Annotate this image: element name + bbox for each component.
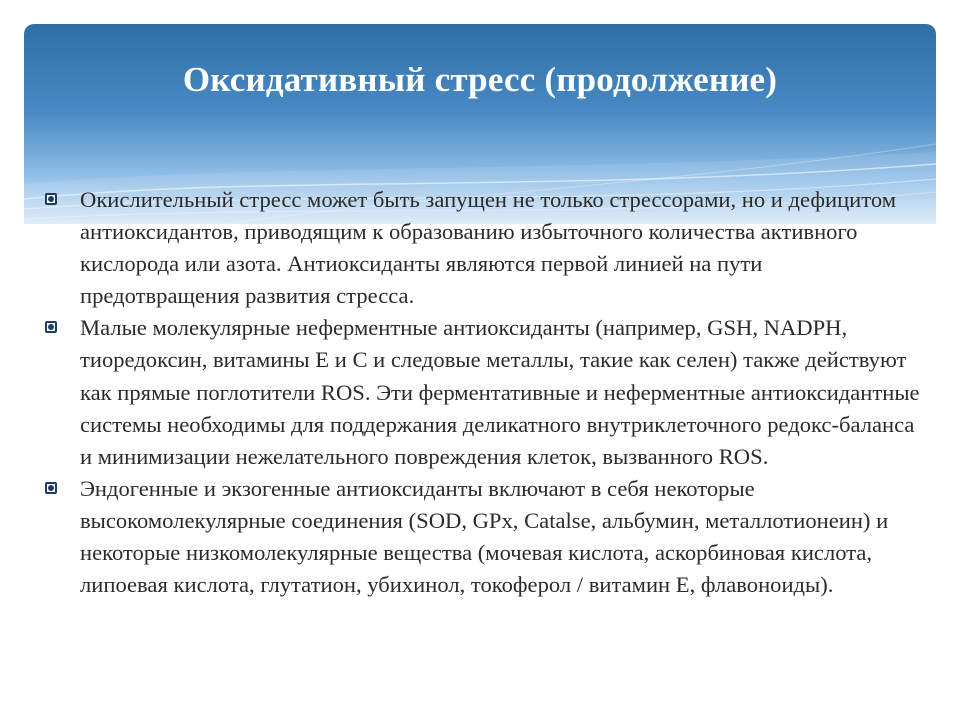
square-dot-bullet-icon (45, 321, 57, 333)
bullet-item-1 (42, 184, 922, 312)
slide-title: Оксидативный стресс (продолжение) (182, 60, 778, 99)
square-dot-bullet-icon (45, 193, 57, 205)
bullet-text-2: Малые молекулярные неферментные антиоксиданты (например, GSH, NADPH, тиоредоксин, витамины Е и С и следовые металлы, такие как селен) также действуют как прямые поглотители ROS. Эти ферментативные и неферментные антиоксидантные системы необходимы для поддержания деликатного внутриклеточного редокс-баланса и минимизации нежелательного повреждения клеток, вызванного ROS. (80, 315, 920, 469)
square-dot-bullet-icon (45, 482, 57, 494)
bullet-item-3 (42, 473, 922, 601)
bullet-text-3: Эндогенные и экзогенные антиоксиданты включают в себя некоторые высокомолекулярные соединения (SOD, GPx, Catalse, альбумин, металлотионеин) и некоторые низкомолекулярные вещества (мочевая кислота, аскорбиновая кислота, липоевая кислота, глутатион, убихинол, токоферол / витамин Е, флавоноиды). (80, 475, 889, 598)
bullet-text-1: Окислительный стресс может быть запущен не только стрессорами, но и дефицитом антиоксидантов, приводящим к образованию избыточного количества активного кислорода или азота. Антиоксиданты являются первой линией на пути предотвращения развития стресса. (80, 187, 897, 309)
bullet-item-2 (42, 312, 922, 472)
bullet-list (42, 184, 922, 601)
